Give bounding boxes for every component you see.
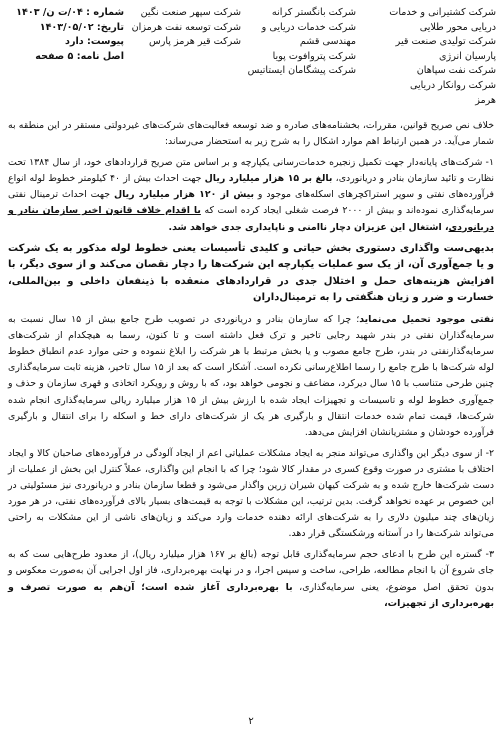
header-column-companies-3 <box>129 6 241 50</box>
paragraph-2 <box>8 312 494 441</box>
paragraph-4 <box>8 547 494 611</box>
header-line: شرکت کشتیرانی و خدمات <box>389 7 496 18</box>
header-line: شرکت قیر هرمز پارس <box>149 36 241 48</box>
header-line: شرکت سپهر صنعت نگین <box>140 7 241 18</box>
header-line: شرکت نفت سپاهان <box>416 65 496 77</box>
underlined-statement: با اقدام خلاف قانون اخیر سازمان بنادر و دریانوردی <box>8 205 494 233</box>
header-line: پارسیان انرژی <box>439 50 496 62</box>
header-column-companies-2 <box>246 6 356 79</box>
text-span: ؛ چرا که سازمان بنادر و دریانوردی در تصویب طرح جامع بیش از ۱۵ سال نسبت به سرمایه‌گذاران نفتی در بندر شهید رجایی تاخیر و ترک فعل داشته است و تا کنون، رسما به هیچکدام از شرکت‌های سرمایه‌گذارنفتی در بندر، طرح جامع مصوب و یا بخش مرتبط با هر شرکت را ابلاغ ننموده و حتی موارد عدم انطباق خطوط لوله شرکت‌ها با طرح جامع را رسما اطلاع‌رسانی نکرده است. آشکار است که بعد از ۱۵ سال تاخیر، هزینه ثابت سرمایه‌گذاری چنین طرحی متناسب با ۱۵ سال دیرکرد، مضاعف و نجومی خواهد بود، که با روش و رویکرد اتخاذی و قهری سازمان و حذف و جمع‌آوری خطوط لوله و تاسیسات و تجهیزات ایجاد شده با ارزش بیش از ۱۵ هزار میلیارد ریالی سرمایه‌گذاری انجام شده شرکت‌ها، قیمت تمام شده خدمات انتقال و بارگیری هر یک از شرکت‌های دارای خط و اسکله را برای انتقال و بارگیری فرآورده خودشان و مشتریانشان افزایش می‌دهد. <box>8 314 494 438</box>
header-line: هرمز <box>475 94 496 106</box>
text-span: جهت احداث ترمینال نفتی سرمایه‌گذاری نموده‌اند و بیش از ۲۰۰۰ فرصت شغلی ایجاد کرده است که <box>8 189 494 217</box>
letter-header <box>8 6 496 108</box>
letter-attachment: پیوست: دارد <box>65 36 124 48</box>
header-line: شرکت بانگستر کرانه <box>271 7 356 18</box>
header-line: دریایی محور طلایی <box>419 21 496 33</box>
letter-page-count: اصل نامه: ۵ صفحه <box>35 50 124 62</box>
letter-date: تاریخ: ۱۴۰۳/۰۵/۰۲ <box>39 21 124 33</box>
bold-amount: بیش از ۱۲۰ هزار میلیارد ریال <box>113 189 254 201</box>
header-column-companies-1 <box>362 6 496 108</box>
header-line: شرکت پیشگامان ایستاتیس <box>247 65 356 77</box>
letter-body <box>8 118 494 617</box>
bold-statement: با بهره‌برداری آغاز شده است؛ آن‌هم به صورت تصرف و بهره‌برداری از تجهیزات، <box>8 581 494 609</box>
paragraph-bold: بدیهی‌ست واگذاری دستوری بخش حیاتی و کلیدی تأسیسات یعنی خطوط لوله مذکور به یک شرکت و یا جمع‌آوری آن، از یک سو عملیات یکپارچه این شرکت‌ها را دچار نقصان می‌کند و از سوی دیگر، با افزایش هزینه‌های حمل و اختلال جدی در قراردادهای منعقده با ذینفعان داخلی و بین‌المللی، خسارت و ضرر و زیان هنگفتی را به ترمینال‌داران <box>8 242 494 304</box>
header-line: شرکت توسعه نفت هرمزان <box>131 21 241 33</box>
paragraph-1 <box>8 155 494 235</box>
paragraph-3: ۲- از سوی دیگر این واگذاری می‌تواند منجر به ایجاد مشکلات عملیاتی اعم از ایجاد آلودگی در فرآورده‌های صاحبان کالا و ایجاد اختلاف با مشتری در صورت وقوع کسری در مقدار کالا شود؛ چرا که با انجام این واگذاری، عملاً کنترل این بخش از عملیات از دست شرکت‌ها خارج شده و به شرکت کیهان شیران زرین واگذار می‌شود و قطعا سازمان بنادر و دریانوردی نیز مسئولیتی در این خصوص بر عهده نخواهد گرفت. بدین ترتیب، این مشکلات با توجه به قیمت‌های بسیار بالای فرآورده‌های نفتی، در هر مورد زیان‌های چند میلیون دلاری را به شرکت‌های ارائه دهنده خدمات وارد می‌کند و زیان‌های ناشی از این مشکلات به راحتی می‌تواند شرکت‌ها را در آستانه ورشکستگی قرار دهد. <box>8 447 494 540</box>
header-line: شرکت خدمات دریایی و <box>261 21 356 33</box>
letter-meta-block <box>8 6 124 64</box>
bold-statement: نفتی موجود تحمیل می‌نماید <box>359 314 495 326</box>
text-span: ۳- گستره این طرح با ادعای حجم سرمایه‌گذاری قابل توجه (بالغ بر ۱۶۷ هزار میلیارد ریال)، از معدود طرح‌هایی ست که به جای شروع آن با انجام مطالعه، طراحی، ساخت و سپس اجرا، و در نهایت بهره‌برداری، فاز اول اجرایی آن به‌صورت معکوس و بدون تحقق اصل موضوع، یعنی سرمایه‌گذاری، <box>8 549 494 593</box>
header-line: شرکت پتروافوت پویا <box>272 50 356 62</box>
text-span: ۱- شرکت‌های پایانه‌دار جهت تکمیل زنجیره خدمات‌رسانی یکپارچه و بر اساس متن صریح قراردادهای خود، از سال ۱۳۸۴ تحت نظارت و تائید سازمان بنادر و دریانوردی، <box>8 157 494 185</box>
page-number: ۲ <box>248 716 254 727</box>
intro-paragraph: خلاف نص صریح قوانین، مقررات، بخشنامه‌های صادره و ضد توسعه فعالیت‌های شرکت‌های غیردولتی مستقر در این منطقه به شمار می‌آید. در همین ارتباط اهم موارد اشکال را به شرح زیر به استحضار می‌رساند: <box>8 120 494 148</box>
bold-statement: ، اشتغال این عزیزان دچار ناامنی و ناپایداری جدی خواهد شد. <box>168 221 449 233</box>
header-line: شرکت روانکار دریایی <box>409 79 496 91</box>
header-line: مهندسی قشم <box>299 36 356 48</box>
letter-number: شماره : ۰۴/ت ن/ ۱۴۰۳ <box>16 7 124 18</box>
header-line: شرکت تولیدی صنعت قیر <box>395 36 496 48</box>
text-span: جهت احداث بیش از ۴۰ کیلومتر خطوط لوله انواع فرآورده‌های نفتی و سوپر استراکچرهای اسکله‌های موجود و <box>8 173 494 201</box>
bold-amount: بالغ بر ۱۵ هزار میلیارد ریال <box>204 173 333 185</box>
